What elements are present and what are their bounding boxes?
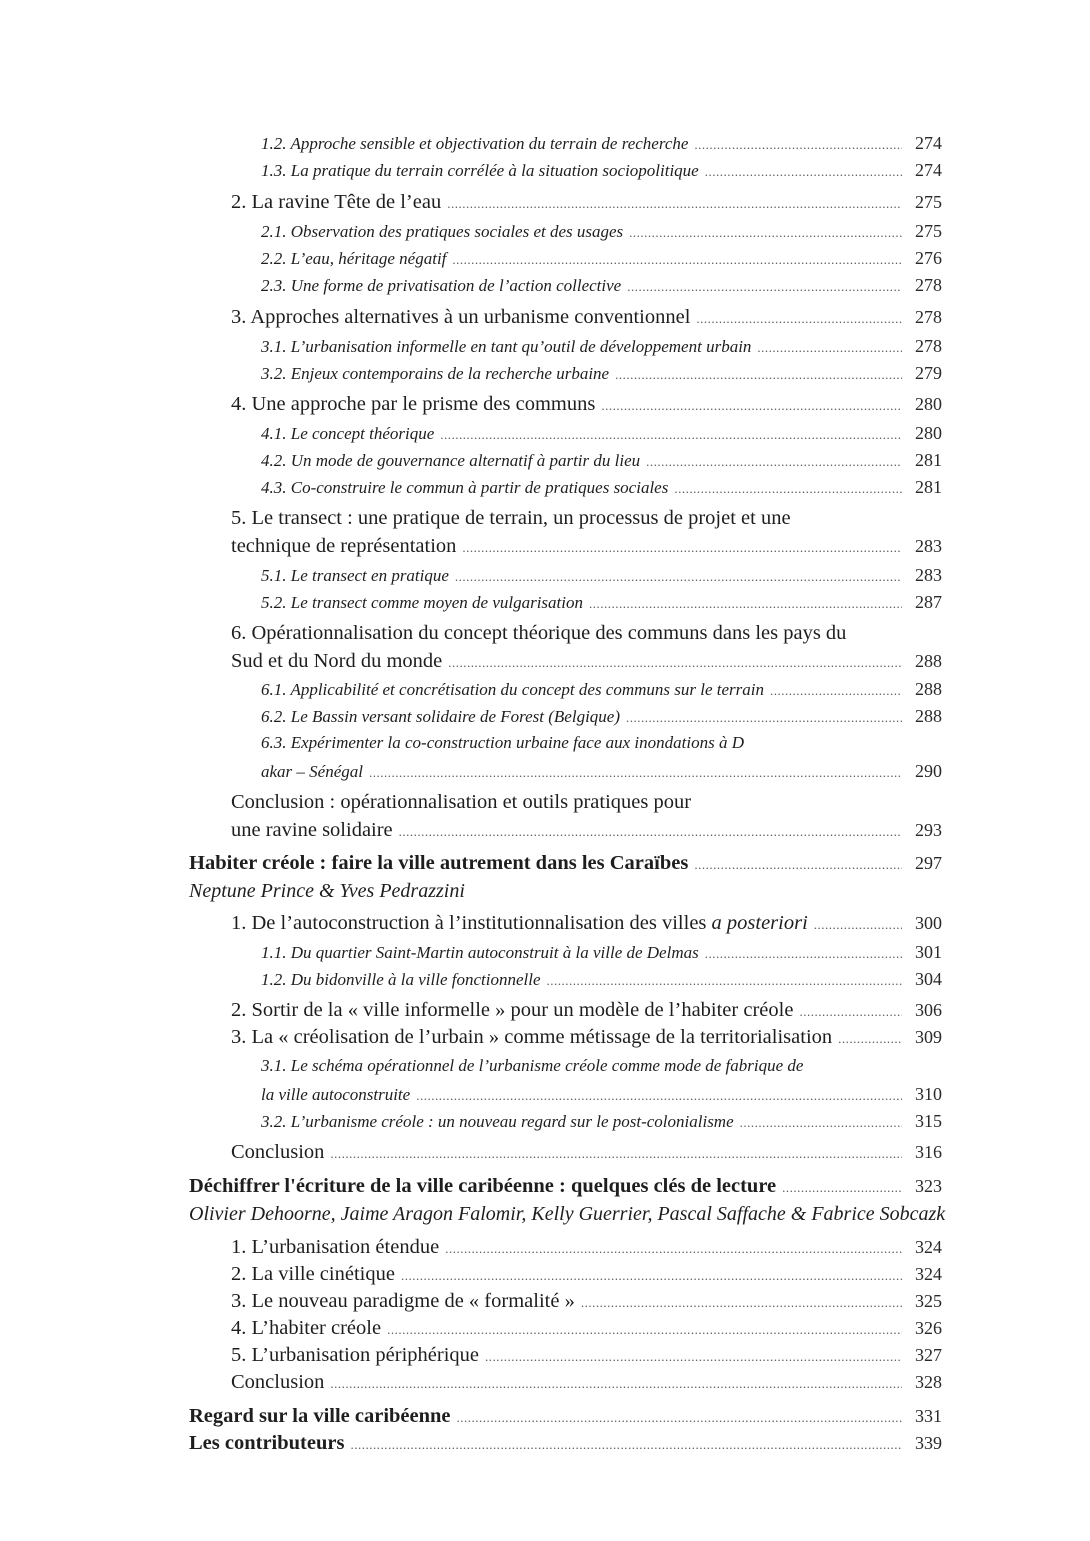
dot-leader [350, 1437, 902, 1453]
dot-leader [401, 1268, 902, 1284]
chapter-title: Déchiffrer l'écriture de la ville caribéenne : quelques clés de lecture [189, 1175, 777, 1197]
dot-leader [838, 1031, 902, 1047]
page-number: 297 [915, 853, 942, 873]
page-number: 287 [915, 592, 942, 612]
dot-leader [462, 540, 902, 556]
entry-title: 2. La ravine Tête de l’eau [231, 191, 442, 213]
dot-leader [589, 596, 902, 612]
dot-leader [416, 1088, 902, 1104]
entry-title: 2. La ville cinétique [231, 1263, 395, 1285]
entry-title: la ville autoconstruite [261, 1085, 411, 1104]
page-number: 324 [915, 1237, 942, 1257]
page-number: 281 [915, 477, 942, 497]
dot-leader [814, 917, 902, 933]
dot-leader [601, 398, 902, 414]
entry-title: 5.2. Le transect comme moyen de vulgarisation [261, 593, 583, 612]
chapter-authors: Neptune Prince & Yves Pedrazzini [189, 880, 465, 902]
dot-leader [615, 367, 902, 383]
entry-title: 3. Le nouveau paradigme de « formalité » [231, 1290, 575, 1312]
page-number: 300 [915, 913, 942, 933]
entry-title: 6.1. Applicabilité et concrétisation du concept des communs sur le terrain [261, 680, 764, 699]
entry-title: 5.1. Le transect en pratique [261, 566, 449, 585]
page-number: 288 [915, 651, 942, 671]
page-number: 283 [915, 536, 942, 556]
dot-leader [757, 340, 902, 356]
entry-title: 3.2. L’urbanisme créole : un nouveau regard sur le post-colonialisme [261, 1112, 734, 1131]
dot-leader [696, 311, 902, 327]
page-number: 301 [915, 942, 942, 962]
page-number: 323 [915, 1176, 942, 1196]
chapter-title: Les contributeurs [189, 1432, 345, 1454]
page-number: 278 [915, 307, 942, 327]
page-number: 324 [915, 1264, 942, 1284]
entry-title: 2.3. Une forme de privatisation de l’action collective [261, 276, 622, 295]
dot-leader [581, 1295, 902, 1311]
entry-title: 1.2. Approche sensible et objectivation du terrain de recherche [261, 134, 689, 153]
page-number: 293 [915, 820, 942, 840]
entry-title-line1: 6.3. Expérimenter la co-construction urbaine face aux inondations à D [261, 733, 744, 752]
entry-title: 3. La « créolisation de l’urbain » comme métissage de la territorialisation [231, 1026, 833, 1048]
dot-leader [369, 765, 902, 781]
dot-leader [440, 427, 902, 443]
dot-leader [445, 1241, 902, 1257]
entry-title: Conclusion [231, 1141, 325, 1163]
page-number: 274 [915, 160, 942, 180]
entry-title [231, 912, 808, 935]
dot-leader [330, 1146, 902, 1162]
entry-title: 2.1. Observation des pratiques sociales et des usages [261, 222, 624, 241]
page-number: 280 [915, 394, 942, 414]
entry-title: 4. Une approche par le prisme des communs [231, 393, 596, 415]
dot-leader [455, 569, 902, 585]
dot-leader [457, 1410, 902, 1426]
entry-title: 3. Approches alternatives à un urbanisme conventionnel [231, 306, 691, 328]
entry-title: 2.2. L’eau, héritage négatif [261, 249, 447, 268]
dot-leader [330, 1376, 902, 1392]
page-number: 316 [915, 1142, 942, 1162]
entry-title: 4.1. Le concept théorique [261, 424, 435, 443]
entry-title: 2. Sortir de la « ville informelle » pour un modèle de l’habiter créole [231, 999, 794, 1021]
entry-title: 1.2. Du bidonville à la ville fonctionnelle [261, 970, 541, 989]
entry-title-line1: Conclusion : opérationnalisation et outils pratiques pour [231, 791, 692, 813]
entry-title: 4. L’habiter créole [231, 1317, 382, 1339]
entry-title: Sud et du Nord du monde [231, 650, 443, 672]
page-number: 283 [915, 565, 942, 585]
page-number: 290 [915, 761, 942, 781]
entry-title-text: 1. De l’autoconstruction à l’institutionnalisation des villes [231, 912, 712, 934]
dot-leader [627, 279, 902, 295]
page-number: 315 [915, 1111, 942, 1131]
entry-title: akar – Sénégal [261, 762, 363, 781]
entry-title: 3.1. L’urbanisation informelle en tant qu’outil de développement urbain [261, 337, 752, 356]
page-number: 339 [915, 1433, 942, 1453]
page-number: 278 [915, 336, 942, 356]
dot-leader [694, 857, 902, 873]
dot-leader [547, 973, 903, 989]
page-number: 331 [915, 1406, 942, 1426]
page-number: 278 [915, 275, 942, 295]
page-number: 304 [915, 969, 942, 989]
dot-leader [799, 1004, 902, 1020]
page-number: 274 [915, 133, 942, 153]
dot-leader [770, 683, 902, 699]
page-number: 279 [915, 363, 942, 383]
entry-title: Conclusion [231, 1371, 325, 1393]
page-number: 310 [915, 1084, 942, 1104]
page-number: 276 [915, 248, 942, 268]
dot-leader [447, 196, 902, 212]
dot-leader [674, 481, 902, 497]
dot-leader [740, 1115, 902, 1131]
entry-title-line1: 6. Opérationnalisation du concept théorique des communs dans les pays du [231, 622, 847, 644]
dot-leader [782, 1180, 902, 1196]
page-number: 288 [915, 706, 942, 726]
entry-title-line1: 3.1. Le schéma opérationnel de l’urbanisme créole comme mode de fabrique de [261, 1056, 804, 1075]
entry-title: technique de représentation [231, 535, 457, 557]
entry-title-line1: 5. Le transect : une pratique de terrain, un processus de projet et une [231, 507, 791, 529]
chapter-title: Habiter créole : faire la ville autrement dans les Caraïbes [189, 852, 689, 874]
page-number: 309 [915, 1027, 942, 1047]
page-number: 288 [915, 679, 942, 699]
entry-title: 3.2. Enjeux contemporains de la recherche urbaine [261, 364, 610, 383]
dot-leader [626, 710, 902, 726]
dot-leader [448, 655, 902, 671]
dot-leader [399, 824, 902, 840]
entry-title: 5. L’urbanisation périphérique [231, 1344, 480, 1366]
page-number: 275 [915, 192, 942, 212]
dot-leader [694, 137, 902, 153]
page-number: 281 [915, 450, 942, 470]
dot-leader [629, 225, 902, 241]
entry-title: 1.1. Du quartier Saint-Martin autoconstruit à la ville de Delmas [261, 943, 699, 962]
entry-title: 1.3. La pratique du terrain corrélée à la situation sociopolitique [261, 161, 699, 180]
page-number: 280 [915, 423, 942, 443]
entry-title: une ravine solidaire [231, 819, 393, 841]
page-number: 325 [915, 1291, 942, 1311]
entry-title: 4.2. Un mode de gouvernance alternatif à partir du lieu [261, 451, 641, 470]
entry-title-emphasis: a posteriori [711, 912, 808, 934]
dot-leader [705, 164, 902, 180]
entry-title: 1. L’urbanisation étendue [231, 1236, 440, 1258]
dot-leader [705, 946, 902, 962]
dot-leader [646, 454, 902, 470]
dot-leader [387, 1322, 902, 1338]
page-number: 326 [915, 1318, 942, 1338]
chapter-authors: Olivier Dehoorne, Jaime Aragon Falomir, Kelly Guerrier, Pascal Saffache & Fabrice Sobcazk [189, 1203, 946, 1225]
page-number: 306 [915, 1000, 942, 1020]
dot-leader [452, 252, 902, 268]
entry-title: 6.2. Le Bassin versant solidaire de Forest (Belgique) [261, 707, 620, 726]
entry-title: 4.3. Co-construire le commun à partir de pratiques sociales [261, 478, 669, 497]
dot-leader [485, 1349, 902, 1365]
page-number: 328 [915, 1372, 942, 1392]
chapter-title: Regard sur la ville caribéenne [189, 1405, 451, 1427]
page-number: 275 [915, 221, 942, 241]
page-number: 327 [915, 1345, 942, 1365]
